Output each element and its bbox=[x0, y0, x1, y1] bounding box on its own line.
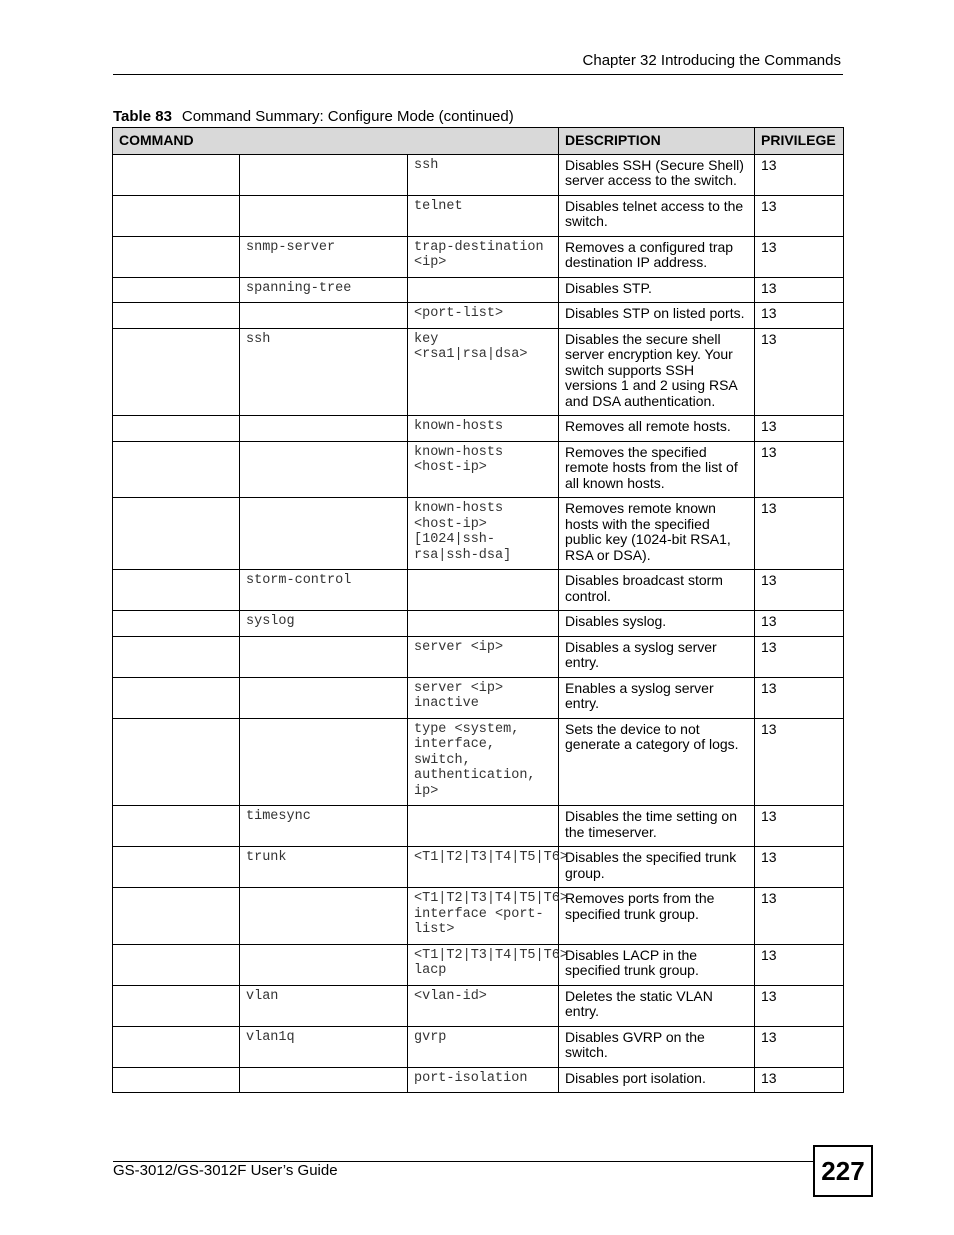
table-row bbox=[113, 847, 844, 888]
command-level3-cell: ssh bbox=[408, 154, 559, 195]
table-row bbox=[113, 1067, 844, 1093]
privilege-cell: 13 bbox=[755, 847, 844, 888]
table-row bbox=[113, 888, 844, 945]
command-level3-cell bbox=[408, 570, 559, 611]
table-row bbox=[113, 1026, 844, 1067]
command-level1-cell bbox=[113, 236, 240, 277]
command-level3-cell: <T1|T2|T3|T4|T5|T6> bbox=[408, 847, 559, 888]
table-row bbox=[113, 236, 844, 277]
privilege-cell: 13 bbox=[755, 718, 844, 806]
command-level3-cell bbox=[408, 611, 559, 637]
command-level2-cell bbox=[240, 416, 408, 442]
description-cell: Removes the specified remote hosts from the list of all known hosts. bbox=[559, 441, 755, 498]
privilege-cell: 13 bbox=[755, 303, 844, 329]
privilege-cell: 13 bbox=[755, 236, 844, 277]
privilege-cell: 13 bbox=[755, 277, 844, 303]
table-row bbox=[113, 328, 844, 416]
command-level2-cell: vlan1q bbox=[240, 1026, 408, 1067]
command-level1-cell bbox=[113, 195, 240, 236]
command-level1-cell bbox=[113, 847, 240, 888]
privilege-cell: 13 bbox=[755, 611, 844, 637]
privilege-cell: 13 bbox=[755, 195, 844, 236]
description-cell: Disables STP. bbox=[559, 277, 755, 303]
command-level3-cell: <T1|T2|T3|T4|T5|T6> interface <port-list> bbox=[408, 888, 559, 945]
command-level2-cell: spanning-tree bbox=[240, 277, 408, 303]
command-level3-cell: <T1|T2|T3|T4|T5|T6> lacp bbox=[408, 944, 559, 985]
command-level2-cell: vlan bbox=[240, 985, 408, 1026]
privilege-cell: 13 bbox=[755, 416, 844, 442]
command-level3-cell bbox=[408, 277, 559, 303]
privilege-cell: 13 bbox=[755, 677, 844, 718]
table-row bbox=[113, 636, 844, 677]
command-level1-cell bbox=[113, 718, 240, 806]
command-level2-cell bbox=[240, 888, 408, 945]
description-cell: Removes a configured trap destination IP address. bbox=[559, 236, 755, 277]
table-row bbox=[113, 154, 844, 195]
command-summary-table bbox=[112, 127, 844, 1093]
command-level3-cell: <vlan-id> bbox=[408, 985, 559, 1026]
command-level3-cell bbox=[408, 806, 559, 847]
table-caption-label: Table 83 bbox=[113, 108, 172, 125]
command-level1-cell bbox=[113, 1026, 240, 1067]
command-level1-cell bbox=[113, 888, 240, 945]
command-level3-cell: trap-destination <ip> bbox=[408, 236, 559, 277]
privilege-cell: 13 bbox=[755, 498, 844, 570]
description-cell: Disables LACP in the specified trunk group. bbox=[559, 944, 755, 985]
command-level3-cell: type <system, interface, switch, authentication, ip> bbox=[408, 718, 559, 806]
command-level1-cell bbox=[113, 677, 240, 718]
command-level2-cell: ssh bbox=[240, 328, 408, 416]
table-row bbox=[113, 806, 844, 847]
table-row bbox=[113, 611, 844, 637]
description-cell: Disables port isolation. bbox=[559, 1067, 755, 1093]
description-cell: Disables broadcast storm control. bbox=[559, 570, 755, 611]
table-row bbox=[113, 303, 844, 329]
table-row bbox=[113, 277, 844, 303]
page-number: 227 bbox=[813, 1145, 873, 1197]
command-level3-cell: known-hosts <host-ip> [1024|ssh-rsa|ssh-dsa] bbox=[408, 498, 559, 570]
command-level2-cell bbox=[240, 195, 408, 236]
command-level2-cell bbox=[240, 154, 408, 195]
command-level3-cell: key <rsa1|rsa|dsa> bbox=[408, 328, 559, 416]
description-cell: Disables STP on listed ports. bbox=[559, 303, 755, 329]
description-cell: Disables a syslog server entry. bbox=[559, 636, 755, 677]
privilege-cell: 13 bbox=[755, 570, 844, 611]
command-level1-cell bbox=[113, 154, 240, 195]
command-level2-cell bbox=[240, 636, 408, 677]
description-cell: Disables telnet access to the switch. bbox=[559, 195, 755, 236]
guide-title: GS-3012/GS-3012F User’s Guide bbox=[113, 1162, 338, 1179]
privilege-cell: 13 bbox=[755, 985, 844, 1026]
privilege-cell: 13 bbox=[755, 1026, 844, 1067]
table-body bbox=[113, 154, 844, 1093]
privilege-cell: 13 bbox=[755, 154, 844, 195]
description-cell: Removes all remote hosts. bbox=[559, 416, 755, 442]
description-cell: Enables a syslog server entry. bbox=[559, 677, 755, 718]
description-cell: Disables SSH (Secure Shell) server access to the switch. bbox=[559, 154, 755, 195]
command-level1-cell bbox=[113, 806, 240, 847]
command-level1-cell bbox=[113, 498, 240, 570]
command-level2-cell: syslog bbox=[240, 611, 408, 637]
command-level2-cell bbox=[240, 303, 408, 329]
table-row bbox=[113, 570, 844, 611]
command-level2-cell bbox=[240, 677, 408, 718]
command-level3-cell: <port-list> bbox=[408, 303, 559, 329]
command-level3-cell: server <ip> bbox=[408, 636, 559, 677]
description-cell: Sets the device to not generate a category of logs. bbox=[559, 718, 755, 806]
command-level2-cell: timesync bbox=[240, 806, 408, 847]
privilege-cell: 13 bbox=[755, 441, 844, 498]
privilege-cell: 13 bbox=[755, 806, 844, 847]
column-header-privilege: PRIVILEGE bbox=[755, 128, 844, 155]
header-divider bbox=[113, 74, 843, 75]
privilege-cell: 13 bbox=[755, 636, 844, 677]
command-level2-cell bbox=[240, 498, 408, 570]
description-cell: Disables the secure shell server encryption key. Your switch supports SSH versions 1 and 2 using RSA and DSA authentication. bbox=[559, 328, 755, 416]
command-level1-cell bbox=[113, 416, 240, 442]
command-level1-cell bbox=[113, 944, 240, 985]
table-row bbox=[113, 498, 844, 570]
table-row bbox=[113, 718, 844, 806]
command-level3-cell: port-isolation bbox=[408, 1067, 559, 1093]
command-level3-cell: known-hosts <host-ip> bbox=[408, 441, 559, 498]
command-level1-cell bbox=[113, 441, 240, 498]
description-cell: Removes ports from the specified trunk group. bbox=[559, 888, 755, 945]
command-level2-cell: trunk bbox=[240, 847, 408, 888]
privilege-cell: 13 bbox=[755, 944, 844, 985]
privilege-cell: 13 bbox=[755, 328, 844, 416]
command-level2-cell bbox=[240, 944, 408, 985]
table-caption-title: Command Summary: Configure Mode (continued) bbox=[181, 108, 514, 125]
description-cell: Disables GVRP on the switch. bbox=[559, 1026, 755, 1067]
description-cell: Disables the time setting on the timeserver. bbox=[559, 806, 755, 847]
command-level2-cell: snmp-server bbox=[240, 236, 408, 277]
table-header-row bbox=[113, 128, 844, 155]
description-cell: Disables the specified trunk group. bbox=[559, 847, 755, 888]
command-level2-cell: storm-control bbox=[240, 570, 408, 611]
table-row bbox=[113, 944, 844, 985]
privilege-cell: 13 bbox=[755, 1067, 844, 1093]
table-caption bbox=[113, 108, 514, 125]
table-row bbox=[113, 677, 844, 718]
command-level1-cell bbox=[113, 611, 240, 637]
command-level1-cell bbox=[113, 1067, 240, 1093]
column-header-command: COMMAND bbox=[113, 128, 559, 155]
table-row bbox=[113, 441, 844, 498]
command-level2-cell bbox=[240, 1067, 408, 1093]
table-row bbox=[113, 195, 844, 236]
command-level1-cell bbox=[113, 277, 240, 303]
command-level1-cell bbox=[113, 636, 240, 677]
command-level1-cell bbox=[113, 328, 240, 416]
command-level2-cell bbox=[240, 718, 408, 806]
description-cell: Removes remote known hosts with the specified public key (1024-bit RSA1, RSA or DSA). bbox=[559, 498, 755, 570]
command-level1-cell bbox=[113, 985, 240, 1026]
privilege-cell: 13 bbox=[755, 888, 844, 945]
column-header-description: DESCRIPTION bbox=[559, 128, 755, 155]
command-level3-cell: known-hosts bbox=[408, 416, 559, 442]
command-level3-cell: gvrp bbox=[408, 1026, 559, 1067]
table-row bbox=[113, 416, 844, 442]
command-level2-cell bbox=[240, 441, 408, 498]
table-row bbox=[113, 985, 844, 1026]
command-level3-cell: telnet bbox=[408, 195, 559, 236]
description-cell: Disables syslog. bbox=[559, 611, 755, 637]
command-level1-cell bbox=[113, 570, 240, 611]
description-cell: Deletes the static VLAN entry. bbox=[559, 985, 755, 1026]
chapter-header: Chapter 32 Introducing the Commands bbox=[582, 52, 841, 69]
command-level1-cell bbox=[113, 303, 240, 329]
command-level3-cell: server <ip> inactive bbox=[408, 677, 559, 718]
